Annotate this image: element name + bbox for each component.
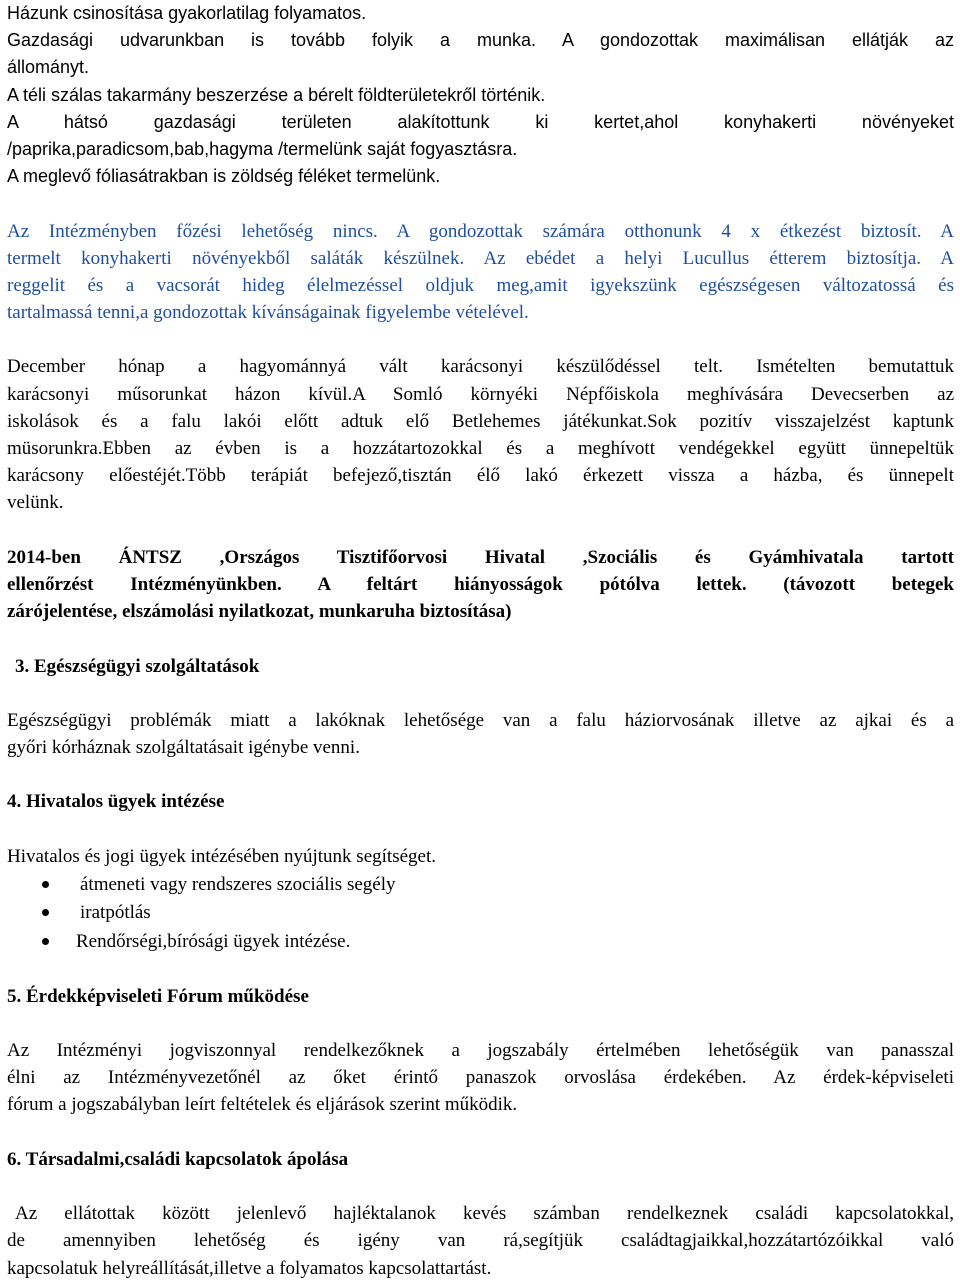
text-line: Az ellátottak között jelenlevő hajléktalanok kevés számban rendelkeznek családi kapcsolatokkal, — [15, 1203, 954, 1225]
text-line: kapcsolatuk helyreállítását,illetve a folyamatos kapcsolattartást. — [7, 1257, 492, 1279]
meals-paragraph — [7, 218, 954, 327]
text-line: A hátsó gazdasági területen alakítottunk ki kertet,ahol konyhakerti növényeket — [7, 111, 954, 132]
text-line: élni az Intézményvezetőnél az őket érintő panaszok orvoslása érdekében. Az érdek-képviseleti — [7, 1067, 954, 1089]
bullet-icon — [42, 909, 49, 916]
list-item-text: iratpótlás — [80, 902, 151, 924]
section5-body — [7, 1037, 954, 1119]
december-paragraph — [7, 353, 954, 516]
text-line: A meglevő fóliasátrakban is zöldség féléket termelünk. — [7, 166, 441, 187]
text-line: karácsonyi műsorunkat házon kívül.A Somló környéki Népfőiskola meghívására Devecserben az — [7, 383, 954, 405]
intro-paragraph — [7, 0, 954, 190]
text-line: /paprika,paradicsom,bab,hagyma /termelünk saját fogyasztásra. — [7, 138, 518, 159]
list-item — [7, 899, 954, 928]
bullet-icon — [42, 938, 49, 945]
bullet-icon — [42, 881, 49, 888]
text-line: 2014-ben ÁNTSZ ,Országos Tisztifőorvosi Hivatal ,Szociális és Gyámhivatala tartott — [7, 546, 954, 568]
bullet-list — [7, 870, 954, 956]
inspection-paragraph — [7, 544, 954, 626]
list-item — [7, 927, 954, 956]
section-heading: 3. Egészségügyi szolgáltatások — [15, 655, 260, 677]
text-line: A téli szálas takarmány beszerzése a bérelt földterületekről történik. — [7, 84, 546, 105]
text-line: Gazdasági udvarunkban is tovább folyik a munka. A gondozottak maximálisan ellátják az — [7, 30, 954, 51]
section4-body: Hivatalos és jogi ügyek intézésében nyújtunk segítséget. — [7, 845, 436, 867]
text-line: karácsony előestéjét.Több terápiát befejező,tisztán élő lakó érkezett vissza a házba, és ünnepelt — [7, 465, 954, 487]
section3-body — [7, 707, 954, 761]
text-line: reggelit és a vacsorát hideg élelmezéssel oldjuk meg,amit igyekszünk egészségesen változatossá és — [7, 274, 954, 296]
text-line: de amennyiben lehetőség és igény van rá,segítjük családtagjaikkal,hozzátartózóikkal való — [7, 1230, 954, 1252]
text-line: Egészségügyi problémák miatt a lakóknak lehetősége van a falu háziorvosának illetve az ajkai és a — [7, 709, 954, 731]
text-line: termelt konyhakerti növényekből saláták készülnek. Az ebédet a helyi Lucullus étterem biztosítja. A — [7, 247, 954, 269]
text-line: győri kórháznak szolgáltatásait igénybe venni. — [7, 737, 360, 759]
list-item-text: átmeneti vagy rendszeres szociális segély — [80, 873, 396, 895]
text-line: állományt. — [7, 57, 90, 78]
text-line: müsorunkra.Ebben az évben is a hozzátartozokkal és a meghívott vendégekkel együtt ünnepeltük — [7, 438, 954, 459]
text-line: Az Intézményben főzési lehetőség nincs. A gondozottak számára otthonunk 4 x étkezést biztosít. A — [7, 220, 954, 242]
text-line: fórum a jogszabályban leírt feltételek és eljárások szerint működik. — [7, 1094, 518, 1116]
text-line: zárójelentése, elszámolási nyilatkozat, munkaruha biztosítása) — [7, 601, 512, 623]
text-line: velünk. — [7, 492, 64, 514]
list-item-text: Rendőrségi,bírósági ügyek intézése. — [76, 930, 351, 952]
text-line: December hónap a hagyománnyá vált karácsonyi készülődéssel telt. Ismételten bemutattuk — [7, 356, 954, 378]
text-line: tartalmassá tenni,a gondozottak kívánságainak figyelembe vételével. — [7, 302, 529, 324]
section6-body — [7, 1200, 954, 1282]
text-line: iskolások és a falu lakói előtt adtuk elő Betlehemes játékunkat.Sok pozitív visszajelzést kaptunk — [7, 410, 954, 432]
section-heading: 4. Hivatalos ügyek intézése — [7, 791, 225, 813]
text-line: Az Intézményi jogviszonnyal rendelkezőknek a jogszabály értelmében lehetőségük van panasszal — [7, 1040, 954, 1062]
section-heading: 6. Társadalmi,családi kapcsolatok ápolása — [7, 1148, 349, 1170]
section-heading: 5. Érdekképviseleti Fórum működése — [7, 985, 309, 1007]
document-page — [7, 0, 954, 1282]
text-line: ellenőrzést Intézményünkben. A feltárt hiányosságok pótólva lettek. (távozott betegek — [7, 573, 954, 595]
list-item — [7, 870, 954, 899]
text-line: Házunk csinosítása gyakorlatilag folyamatos. — [7, 3, 367, 23]
